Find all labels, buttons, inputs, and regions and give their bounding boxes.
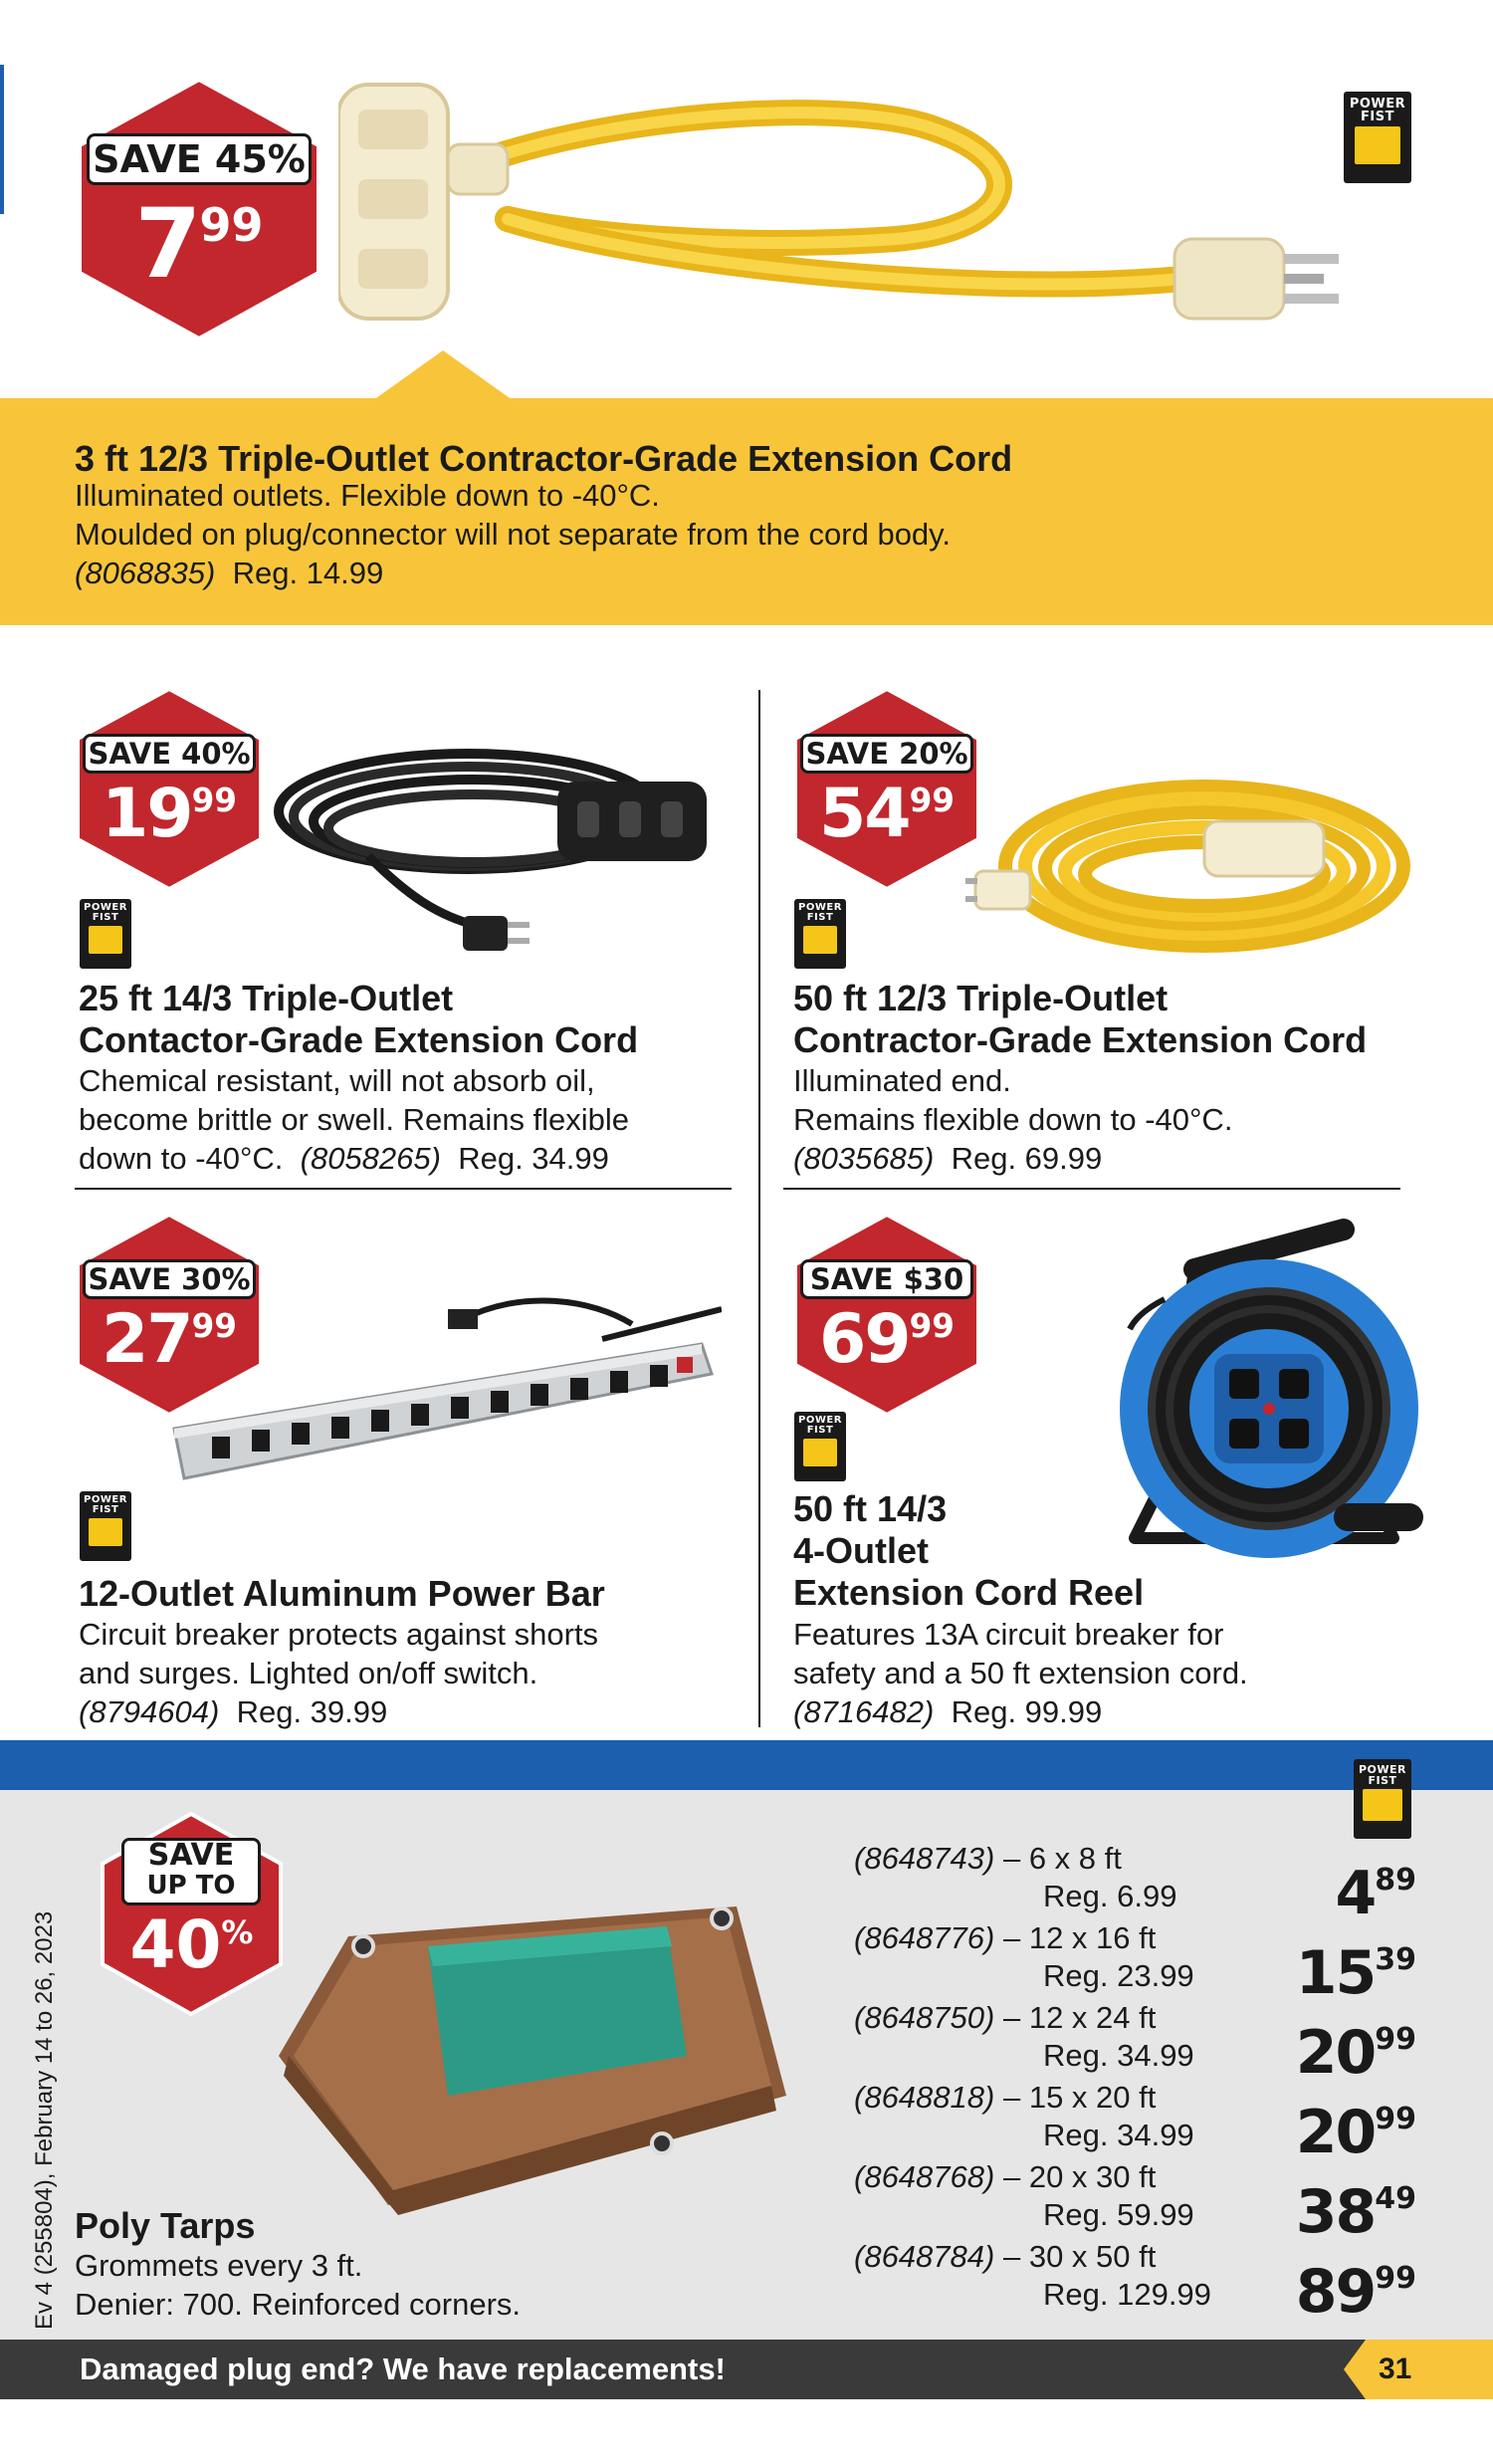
brand-logo-line2: FIST bbox=[92, 912, 119, 923]
brand-logo-line2: FIST bbox=[1361, 110, 1394, 124]
power-fist-logo bbox=[80, 899, 131, 969]
regular-price: Reg. 14.99 bbox=[232, 556, 384, 590]
product-3-desc-1: Circuit breaker protects against shorts bbox=[79, 1617, 599, 1652]
folded-tarp-image bbox=[269, 1887, 796, 2225]
section-stripe bbox=[0, 1740, 1493, 1790]
sku: (8648743) bbox=[854, 1841, 995, 1876]
tarp-size: – 12 x 16 ft bbox=[1002, 1920, 1157, 1955]
regular-price: Reg. 39.99 bbox=[236, 1694, 388, 1729]
tarp-size: – 12 x 24 ft bbox=[1002, 2000, 1157, 2035]
power-fist-logo bbox=[794, 1412, 846, 1481]
tarp-size: – 15 x 20 ft bbox=[1002, 2080, 1157, 2115]
fist-icon bbox=[1355, 126, 1400, 164]
tarps-desc-2: Denier: 700. Reinforced corners. bbox=[75, 2287, 522, 2322]
product-4-desc-2: safety and a 50 ft extension cord. bbox=[793, 1656, 1248, 1690]
page-number-tab bbox=[1344, 2340, 1493, 2399]
price-cents: 99 bbox=[1375, 2022, 1416, 2057]
price-dollars: 27 bbox=[101, 1300, 192, 1379]
sale-price bbox=[75, 775, 264, 865]
hero-product-title: 3 ft 12/3 Triple-Outlet Contractor-Grade Extension Cord bbox=[75, 438, 1013, 479]
price-dollars: 38 bbox=[1295, 2177, 1376, 2247]
hero-product-desc-2: Moulded on plug/connector will not separate from the cord body. bbox=[75, 517, 951, 552]
price-dollars: 7 bbox=[134, 188, 200, 300]
sku: (8068835) bbox=[75, 556, 216, 590]
fist-icon bbox=[803, 926, 837, 954]
tarp-price-row bbox=[854, 2079, 1471, 2167]
brand-logo-line1: POWER bbox=[1349, 97, 1406, 112]
hero-price-badge bbox=[75, 78, 323, 340]
black-extension-cord-image bbox=[269, 737, 727, 966]
fist-icon bbox=[89, 926, 122, 954]
product-4-sku-line bbox=[793, 1692, 1470, 1731]
footer-message: Damaged plug end? We have replacements! bbox=[80, 2352, 726, 2386]
price-dollars: 19 bbox=[101, 775, 192, 853]
tarp-sku-size bbox=[854, 1919, 1156, 1957]
sale-price bbox=[75, 1300, 264, 1391]
brand-logo-line2: FIST bbox=[1368, 1774, 1397, 1787]
save-label-line-2: UP TO bbox=[146, 1871, 236, 1901]
percent-value: 40 bbox=[129, 1906, 222, 1983]
price-dollars: 15 bbox=[1295, 1938, 1376, 2008]
sale-price bbox=[1295, 2257, 1416, 2333]
product-2-price-badge bbox=[792, 687, 981, 891]
sku: (8794604) bbox=[79, 1694, 220, 1729]
sku: (8648784) bbox=[854, 2239, 995, 2274]
sku: (8648818) bbox=[854, 2080, 995, 2115]
regular-price: Reg. 34.99 bbox=[458, 1141, 609, 1176]
right-row-divider bbox=[783, 1188, 1400, 1190]
regular-price: Reg. 34.99 bbox=[1043, 2118, 1194, 2152]
product-2-title-line-1: 50 ft 12/3 Triple-Outlet bbox=[793, 978, 1169, 1018]
save-label-line-1: SAVE bbox=[147, 1838, 235, 1873]
price-dollars: 4 bbox=[1335, 1859, 1376, 1928]
power-fist-logo bbox=[794, 899, 846, 969]
left-row-divider bbox=[75, 1188, 732, 1190]
brand-logo-line1: POWER bbox=[798, 902, 842, 913]
product-4-title-line-1: 50 ft 14/3 bbox=[793, 1488, 948, 1529]
page-edge-accent bbox=[0, 65, 4, 214]
save-amount-label: SAVE $30 bbox=[800, 1259, 973, 1299]
product-1-desc-3-text: down to -40°C. bbox=[79, 1141, 284, 1176]
product-2-sku-line bbox=[793, 1139, 1470, 1178]
save-percent-label: SAVE 45% bbox=[87, 133, 312, 185]
product-2-desc-2: Remains flexible down to -40°C. bbox=[793, 1102, 1233, 1137]
tarp-sku-size bbox=[854, 2079, 1156, 2117]
brand-logo-line2: FIST bbox=[806, 912, 834, 923]
price-cents: 99 bbox=[191, 1306, 238, 1345]
yellow-coiled-cord-image bbox=[965, 757, 1423, 976]
tarp-size: – 20 x 30 ft bbox=[1002, 2159, 1157, 2194]
save-up-to-label bbox=[121, 1838, 261, 1905]
product-1-desc-2: become brittle or swell. Remains flexible bbox=[79, 1102, 630, 1137]
regular-price: Reg. 69.99 bbox=[951, 1141, 1103, 1176]
percent-sign: % bbox=[221, 1913, 254, 1951]
fist-icon bbox=[89, 1518, 122, 1546]
save-percent-label: SAVE 40% bbox=[83, 734, 256, 774]
brand-logo-line2: FIST bbox=[92, 1504, 119, 1515]
power-fist-logo bbox=[1344, 92, 1411, 183]
fist-icon bbox=[803, 1439, 837, 1466]
tarp-sku-size bbox=[854, 2238, 1156, 2276]
yellow-extension-cord-image bbox=[338, 70, 1354, 358]
tarp-sku-size bbox=[854, 1840, 1122, 1878]
product-3-sku-line bbox=[79, 1692, 746, 1731]
tarp-size: – 30 x 50 ft bbox=[1002, 2239, 1157, 2274]
product-4-desc-1: Features 13A circuit breaker for bbox=[793, 1617, 1224, 1652]
product-1-desc-3 bbox=[79, 1139, 746, 1178]
product-4-price-badge bbox=[792, 1213, 981, 1417]
hero-product-desc-1: Illuminated outlets. Flexible down to -40°C. bbox=[75, 478, 660, 513]
cord-reel-image bbox=[1105, 1210, 1433, 1563]
price-cents: 99 bbox=[1375, 2261, 1416, 2296]
sale-price bbox=[75, 189, 323, 316]
product-1-title-line-1: 25 ft 14/3 Triple-Outlet bbox=[79, 978, 454, 1018]
edition-info: Ev 4 (255804), February 14 to 26, 2023 bbox=[31, 1910, 58, 2330]
price-cents: 99 bbox=[1375, 2102, 1416, 2136]
tarps-desc-1: Grommets every 3 ft. bbox=[75, 2248, 363, 2283]
price-cents: 99 bbox=[909, 781, 956, 819]
product-2-desc-1: Illuminated end. bbox=[793, 1063, 1011, 1098]
tarp-size: – 6 x 8 ft bbox=[1002, 1841, 1122, 1876]
price-cents: 99 bbox=[199, 198, 264, 253]
price-cents: 99 bbox=[909, 1306, 956, 1345]
sku: (8648776) bbox=[854, 1920, 995, 1955]
brand-logo-line1: POWER bbox=[1358, 1763, 1407, 1776]
regular-price: Reg. 59.99 bbox=[1043, 2197, 1194, 2232]
tarp-price-row bbox=[854, 1919, 1471, 2008]
price-dollars: 54 bbox=[818, 775, 910, 853]
fist-icon bbox=[1363, 1789, 1402, 1821]
page-number-tab-notch bbox=[1344, 2340, 1366, 2399]
tarp-price-row bbox=[854, 1840, 1471, 1928]
price-cents: 39 bbox=[1375, 1942, 1416, 1977]
tarp-price-row bbox=[854, 2238, 1471, 2327]
tarp-price-row bbox=[854, 1999, 1471, 2088]
sku: (8648768) bbox=[854, 2159, 995, 2194]
price-dollars: 20 bbox=[1295, 2018, 1376, 2088]
hero-product-sku-line bbox=[75, 554, 1468, 592]
tarps-title: Poly Tarps bbox=[75, 2205, 256, 2246]
product-2-title-line-2: Contractor-Grade Extension Cord bbox=[793, 1019, 1368, 1060]
sku: (8648750) bbox=[854, 2000, 995, 2035]
tarps-price-badge bbox=[100, 1812, 284, 2016]
price-cents: 99 bbox=[191, 781, 238, 819]
regular-price: Reg. 23.99 bbox=[1043, 1958, 1194, 1993]
brand-logo-line1: POWER bbox=[84, 902, 127, 913]
tarp-sku-size bbox=[854, 2158, 1156, 2196]
product-3-desc-2: and surges. Lighted on/off switch. bbox=[79, 1656, 538, 1690]
tarp-price-row bbox=[854, 2158, 1471, 2247]
regular-price: Reg. 6.99 bbox=[1043, 1879, 1177, 1913]
save-up-to-percent bbox=[100, 1907, 284, 1994]
save-percent-label: SAVE 30% bbox=[83, 1259, 256, 1299]
product-1-title-line-2: Contactor-Grade Extension Cord bbox=[79, 1019, 639, 1060]
price-dollars: 20 bbox=[1295, 2098, 1376, 2167]
regular-price: Reg. 129.99 bbox=[1043, 2277, 1211, 2312]
sku: (8058265) bbox=[300, 1141, 441, 1176]
product-4-title-line-2: 4-Outlet bbox=[793, 1530, 930, 1571]
sku: (8035685) bbox=[793, 1141, 935, 1176]
sale-price bbox=[792, 775, 981, 865]
product-4-title-line-3: Extension Cord Reel bbox=[793, 1572, 1145, 1613]
product-3-price-badge bbox=[75, 1213, 264, 1417]
center-divider bbox=[758, 690, 760, 1727]
power-fist-logo bbox=[80, 1491, 131, 1561]
power-fist-logo bbox=[1354, 1759, 1411, 1839]
save-percent-label: SAVE 20% bbox=[800, 734, 973, 774]
price-cents: 49 bbox=[1375, 2181, 1416, 2216]
page-number: 31 bbox=[1379, 2352, 1412, 2385]
tarp-sku-size bbox=[854, 1999, 1156, 2037]
brand-logo-line2: FIST bbox=[806, 1425, 834, 1436]
regular-price: Reg. 34.99 bbox=[1043, 2038, 1194, 2073]
brand-logo-line1: POWER bbox=[798, 1415, 842, 1426]
price-dollars: 69 bbox=[818, 1300, 910, 1379]
product-1-price-badge bbox=[75, 687, 264, 891]
product-3-title: 12-Outlet Aluminum Power Bar bbox=[79, 1573, 605, 1614]
sale-price bbox=[792, 1300, 981, 1391]
brand-logo-line1: POWER bbox=[84, 1494, 127, 1505]
sku: (8716482) bbox=[793, 1694, 935, 1729]
price-cents: 89 bbox=[1375, 1863, 1416, 1898]
price-dollars: 89 bbox=[1295, 2257, 1376, 2327]
regular-price: Reg. 99.99 bbox=[951, 1694, 1103, 1729]
product-1-desc-1: Chemical resistant, will not absorb oil, bbox=[79, 1063, 595, 1098]
